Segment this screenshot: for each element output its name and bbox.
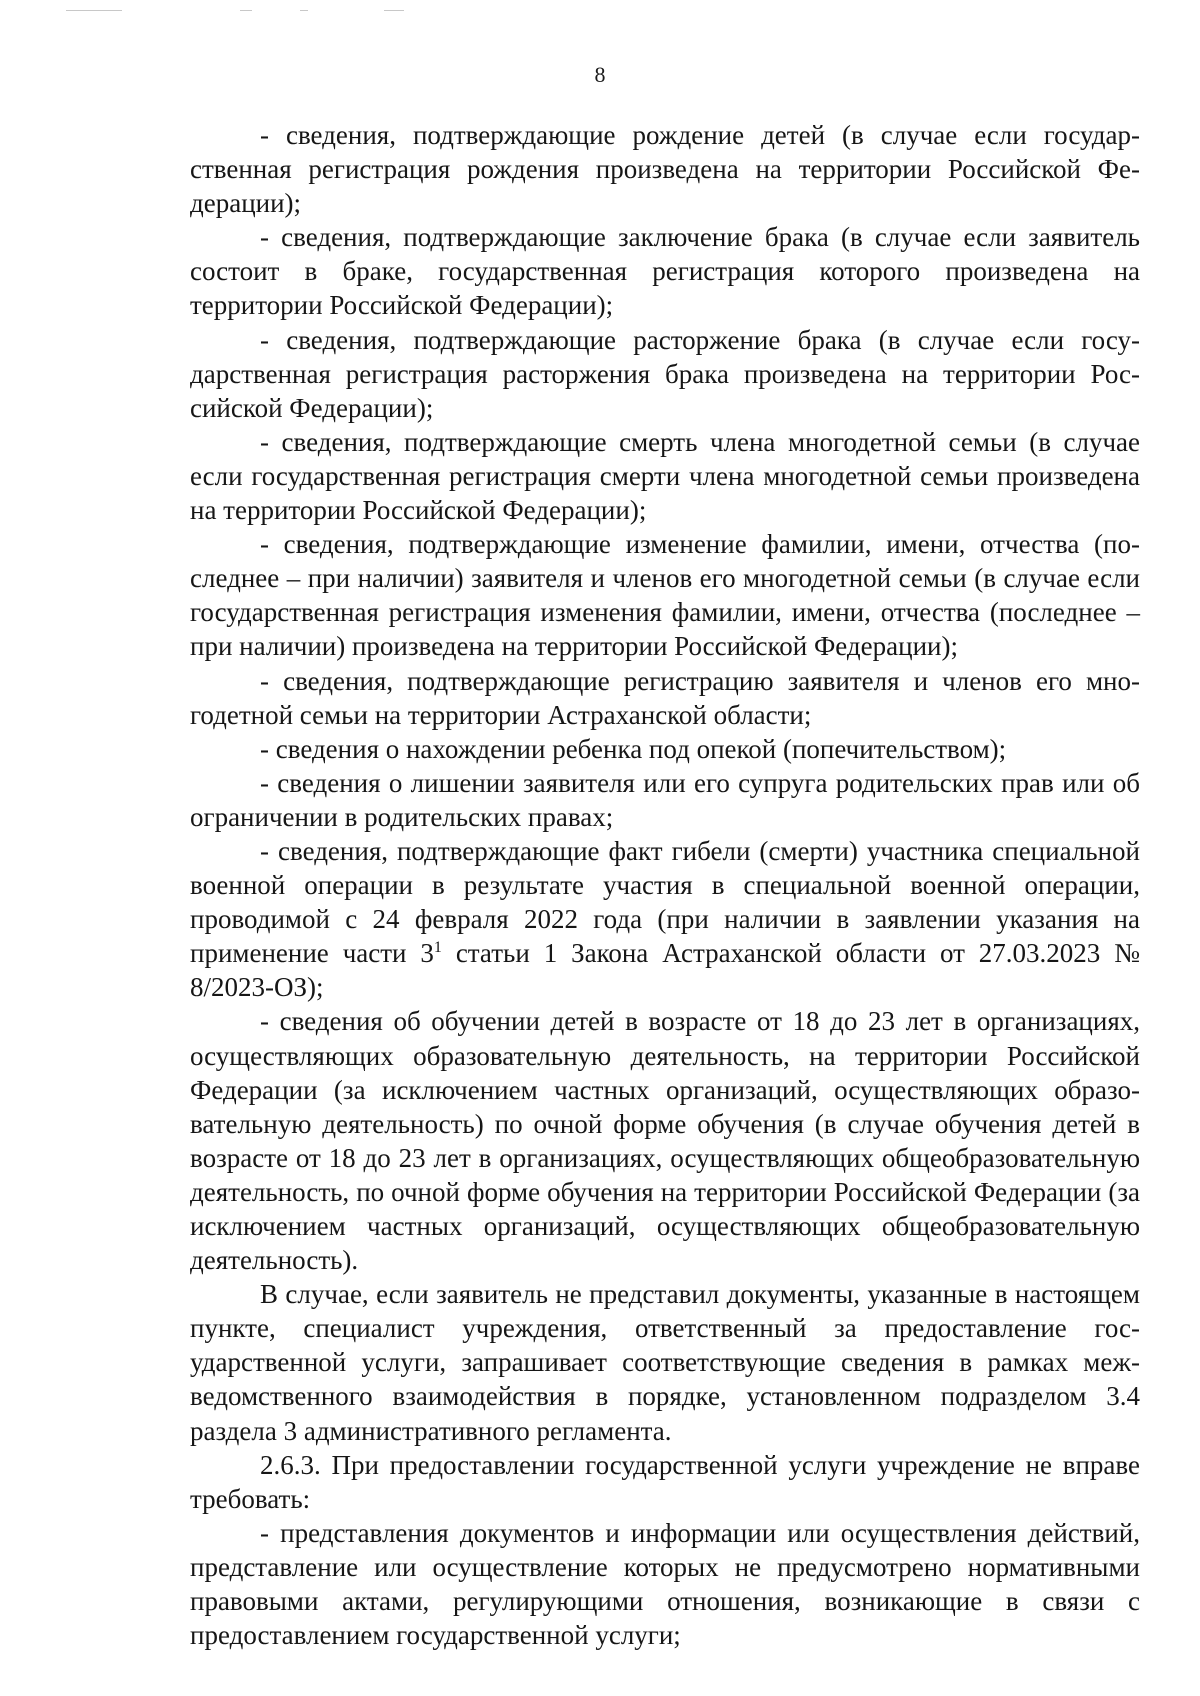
superscript: 1 <box>433 939 442 957</box>
paragraph-text: статьи 1 Закона Астраханской области от 27.03.2023 № 8/2023-ОЗ); <box>190 938 1140 1003</box>
paragraph: - сведения об обучении детей в возрасте от 18 до 23 лет в организациях, осуществляющих образовательную деятельность, на территории Российской Федерации (за исключением частных организаций, осуществляющих образовательную деятельность) по очной форме обучения (в случае обучения детей в возрасте от 18 до 23 лет в организациях, осуществляющих общеобразовательную деятельность, по очной форме обучения на территории Российской Федерации (за исключением частных организаций, осуществляющих общеобразовательную деятельность). <box>190 1006 1140 1276</box>
paragraph: - сведения о нахождении ребенка под опекой (попечительством); <box>260 733 1007 764</box>
paragraph: - сведения, подтверждающие изменение фамилии, имени, отчества (последнее – при наличии) заявителя и членов его многодетной семьи (в случае если государственная регистрация изменения фамилии, имени, отчества (последнее – при наличии) произведена на территории Российской Федерации); <box>190 529 1140 662</box>
paragraph: - сведения о лишении заявителя или его супруга родительских прав или об ограничении в родительских правах; <box>190 767 1140 832</box>
paragraph: - сведения, подтверждающие регистрацию заявителя и членов его многодетной семьи на территории Астраханской области; <box>190 665 1140 730</box>
paragraph: В случае, если заявитель не представил документы, указанные в настоящем пункте, специалист учреждения, ответственный за предоставление государственной услуги, запрашивает соответствующие сведения в рамках межведомственного взаимодействия в порядке, установленном подразделом 3.4 раздела 3 административного регламента. <box>190 1279 1140 1446</box>
paragraph <box>190 834 1140 1004</box>
scan-artifact-line <box>384 10 404 11</box>
paragraph: - сведения, подтверждающие заключение брака (в случае если заявитель состоит в браке, государственная регистрация которого произведена на территории Российской Федерации); <box>190 222 1140 321</box>
document-body <box>190 118 1140 1652</box>
paragraph: 2.6.3. При предоставлении государственной услуги учреждение не вправе требовать: <box>190 1449 1140 1514</box>
page-number: 8 <box>594 62 606 87</box>
scan-artifact-line <box>66 10 122 11</box>
paragraph: - сведения, подтверждающие расторжение брака (в случае если государственная регистрация расторжения брака произведена на территории Российской Федерации); <box>190 324 1140 423</box>
scan-artifact-line <box>240 10 252 11</box>
paragraph: - сведения, подтверждающие смерть члена многодетной семьи (в случае если государственная регистрация смерти члена многодетной семьи произведена на территории Российской Федерации); <box>190 426 1140 526</box>
paragraph-text: - сведения, подтверждающие факт гибели (смерти) участника специальной военной операции в результате участия в специальной военной операции, проводимой с 24 февраля 2022 года (при наличии в заявлении указания на применение части 3 <box>190 835 1140 969</box>
paragraph: - представления документов и информации или осуществления действий, представление или осуществление которых не предусмотрено нормативными правовыми актами, регулирующими отношения, возникающие в связи с предоставлением государственной услуги; <box>190 1517 1140 1651</box>
paragraph: - сведения, подтверждающие рождение детей (в случае если государственная регистрация рождения произведена на территории Российской Федерации); <box>190 120 1140 219</box>
scan-artifact-line <box>300 10 308 11</box>
